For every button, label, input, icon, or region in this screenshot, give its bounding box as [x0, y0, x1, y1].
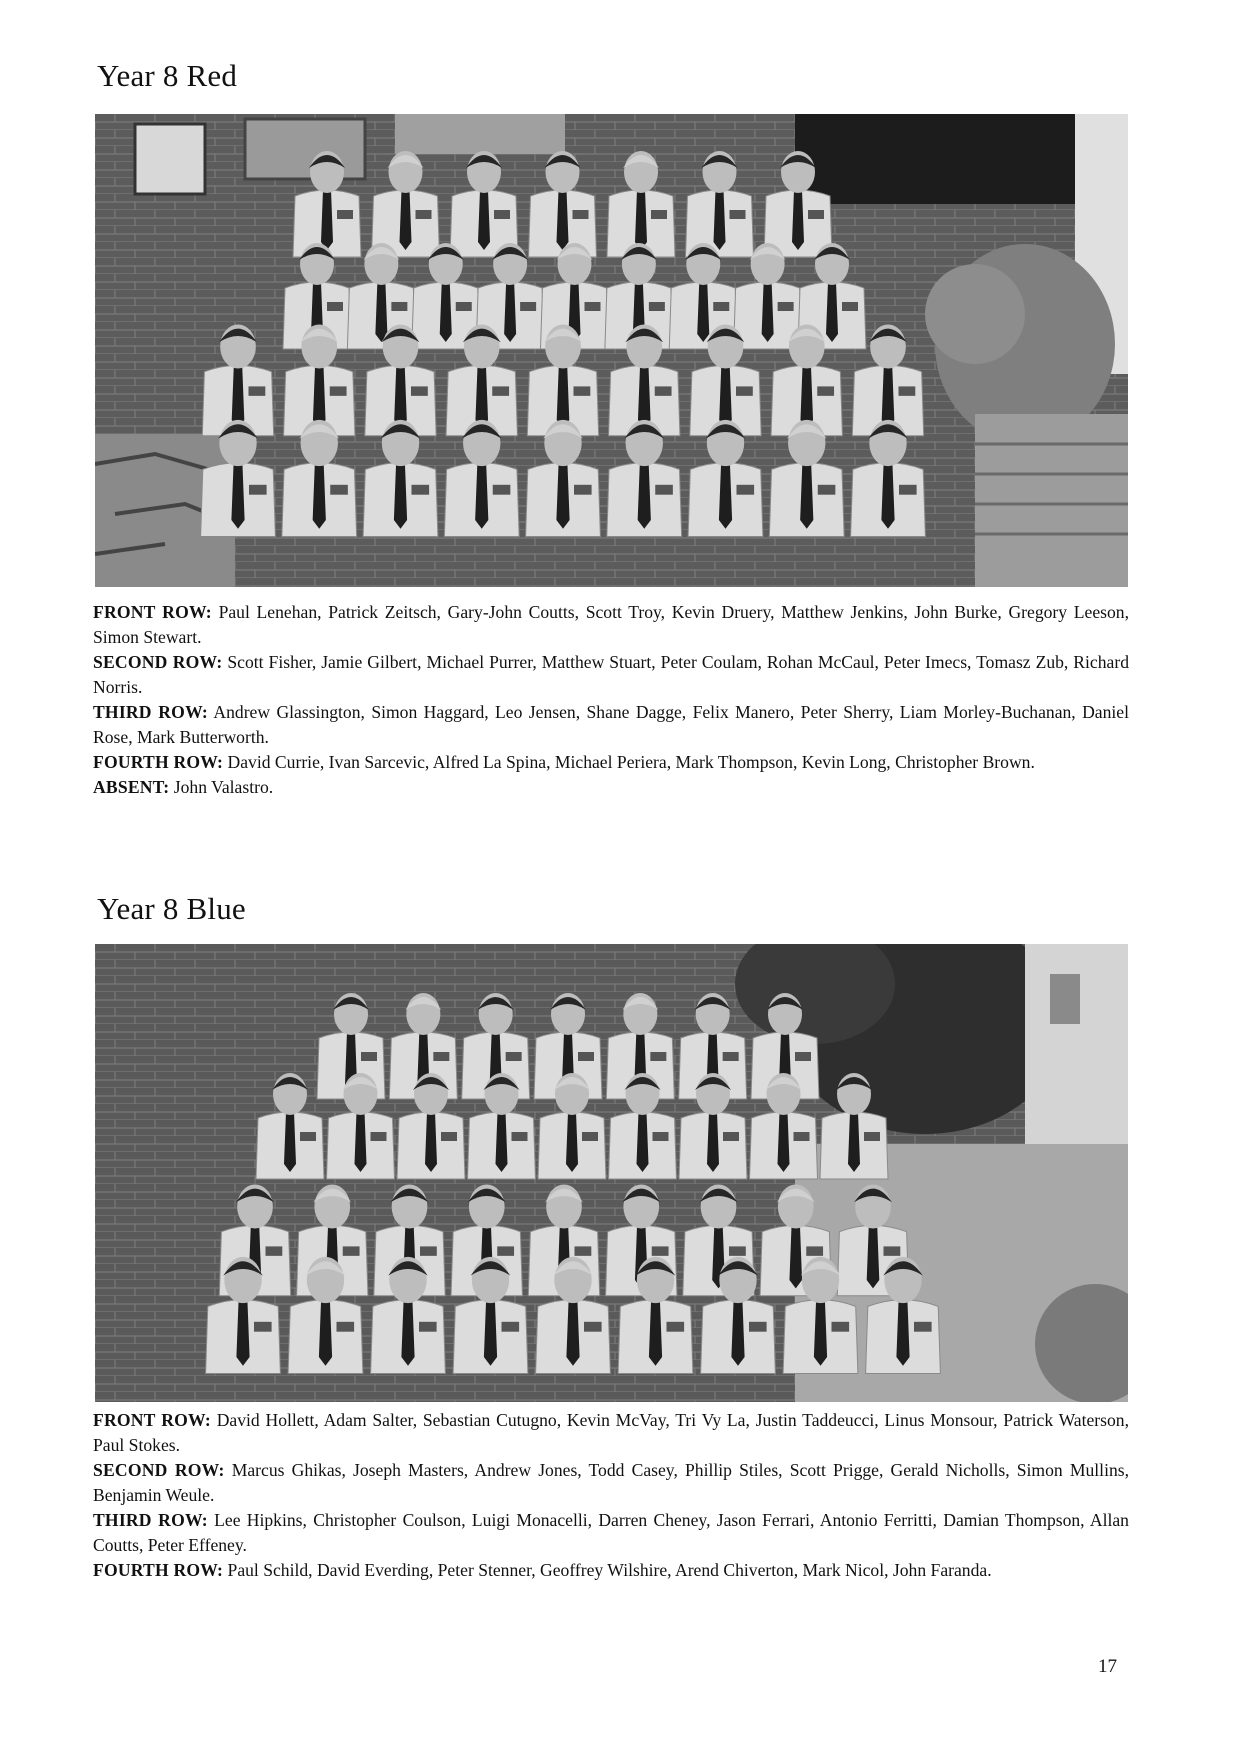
row-label: SECOND ROW: [93, 1460, 225, 1480]
caption-row-fourth [93, 750, 1129, 775]
row-names: John Valastro. [173, 777, 274, 797]
row-names: Scott Fisher, Jamie Gilbert, Michael Purrer, Matthew Stuart, Peter Coulam, Rohan McCaul, Peter Imecs, Tomasz Zub, Richard Norris. [93, 652, 1130, 697]
row-names: Paul Lenehan, Patrick Zeitsch, Gary-John Coutts, Scott Troy, Kevin Druery, Matthew Jenkins, John Burke, Gregory Leeson, Simon Stewart. [93, 602, 1130, 647]
row-names: Marcus Ghikas, Joseph Masters, Andrew Jones, Todd Casey, Phillip Stiles, Scott Prigge, Gerald Nicholls, Simon Mullins, Benjamin Weule. [93, 1460, 1129, 1505]
class-photo-year-8-red [95, 114, 1128, 587]
class-photo-blue-illustration [95, 944, 1128, 1402]
caption-year-8-red [93, 600, 1129, 800]
caption-row-front [93, 1408, 1129, 1458]
row-names: David Hollett, Adam Salter, Sebastian Cutugno, Kevin McVay, Tri Vy La, Justin Taddeucci, Linus Monsour, Patrick Waterson, Paul Stokes. [93, 1410, 1129, 1455]
row-names: Andrew Glassington, Simon Haggard, Leo Jensen, Shane Dagge, Felix Manero, Peter Sherry, Liam Morley-Buchanan, Daniel Rose, Mark Butterworth. [93, 702, 1129, 747]
caption-row-front [93, 600, 1129, 650]
class-photo-red-illustration [95, 114, 1128, 587]
caption-row-fourth [93, 1558, 1129, 1583]
row-label: FOURTH ROW: [93, 1560, 224, 1580]
row-names: Lee Hipkins, Christopher Coulson, Luigi Monacelli, Darren Cheney, Jason Ferrari, Antonio Ferritti, Damian Thompson, Allan Coutts, Peter Effeney. [93, 1510, 1129, 1555]
row-label: SECOND ROW: [93, 652, 223, 672]
row-label: FRONT ROW: [93, 602, 212, 622]
caption-row-third [93, 700, 1129, 750]
class-photo-year-8-blue [95, 944, 1128, 1402]
row-names: Paul Schild, David Everding, Peter Stenner, Geoffrey Wilshire, Arend Chiverton, Mark Nicol, John Faranda. [227, 1560, 992, 1580]
row-names: David Currie, Ivan Sarcevic, Alfred La Spina, Michael Periera, Mark Thompson, Kevin Long, Christopher Brown. [227, 752, 1035, 772]
row-label: FOURTH ROW: [93, 752, 224, 772]
page-number: 17 [1098, 1656, 1117, 1677]
caption-row-absent [93, 775, 1129, 800]
row-label: FRONT ROW: [93, 1410, 211, 1430]
row-label: THIRD ROW: [93, 702, 208, 722]
section-title-year-8-red: Year 8 Red [97, 58, 238, 93]
caption-row-second [93, 1458, 1129, 1508]
caption-row-second [93, 650, 1129, 700]
caption-year-8-blue [93, 1408, 1129, 1583]
row-label: ABSENT: [93, 777, 170, 797]
caption-row-third [93, 1508, 1129, 1558]
row-label: THIRD ROW: [93, 1510, 208, 1530]
section-title-year-8-blue: Year 8 Blue [97, 891, 246, 926]
